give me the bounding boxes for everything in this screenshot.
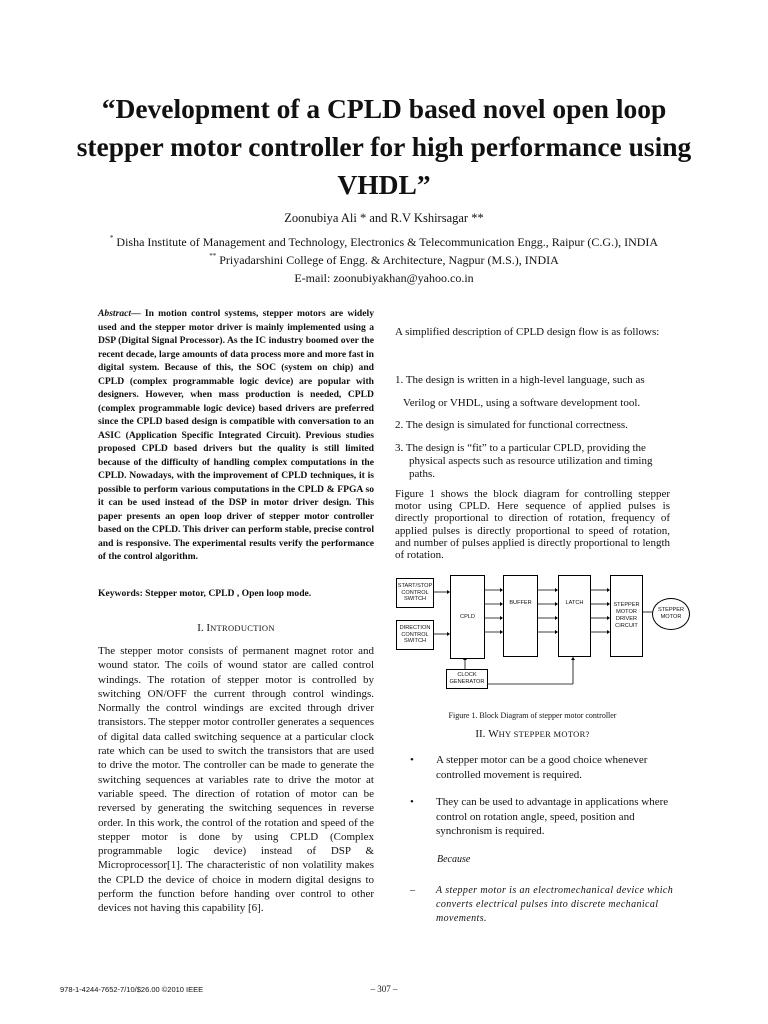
affiliation-text: Disha Institute of Management and Technology, Electronics & Telecommunication Engg., Raipur (C.G.), INDIA bbox=[116, 235, 659, 249]
dash-marker: – bbox=[410, 885, 416, 896]
section-heading-introduction bbox=[98, 622, 374, 634]
affiliation-2 bbox=[0, 253, 768, 268]
affiliation-1 bbox=[0, 235, 768, 250]
abstract-label: Abstract bbox=[98, 308, 132, 319]
copyright-footer: 978-1-4244-7652-7/10/$26.00 ©2010 IEEE bbox=[60, 985, 204, 994]
section-heading-why-stepper bbox=[395, 728, 670, 740]
design-flow-intro: A simplified description of CPLD design flow is as follows: bbox=[395, 326, 660, 338]
buffer-block: BUFFER bbox=[503, 575, 538, 657]
email: E-mail: zoonubiyakhan@yahoo.co.in bbox=[294, 271, 474, 285]
section-title-first: W bbox=[488, 728, 499, 740]
cpld-block: CPLD bbox=[450, 575, 485, 659]
section-number: I. bbox=[197, 622, 204, 634]
diagram-connectors bbox=[395, 572, 690, 692]
driver-circuit-block: STEPPER MOTOR DRIVER CIRCUIT bbox=[610, 575, 643, 657]
list-item-1b: Verilog or VHDL, using a software development tool. bbox=[403, 397, 641, 409]
bullet-text: A stepper motor can be a good choice whenever controlled movement is required. bbox=[436, 754, 648, 781]
because-label: Because bbox=[437, 854, 471, 865]
bullet-item bbox=[410, 795, 675, 841]
section-number: II. bbox=[475, 728, 486, 740]
section-title-rest: HY STEPPER MOTOR? bbox=[498, 729, 590, 739]
affiliation-mark: ** bbox=[209, 252, 217, 260]
bullet-marker: • bbox=[410, 796, 414, 808]
section-title-rest: NTRODUCTION bbox=[210, 623, 275, 633]
abstract-text: In motion control systems, stepper motors are widely used and the stepper motor driver is mainly implemented using a DSP (Digital Signal Processor). As the IC industry boomed over the recent decade, large amounts of data process more and more fast in digital system. Because of this, the SOC (system on chip) and CPLD (complex programmable logic device) are popular with designers. However, when mass production is needed, CPLD (complex programmable logic device) based drivers are preferred since the CPLD based design is compatible with conversation to an ASIC (Application Specific Integrated Circuit). Previous studies proposed CPLD based drivers but the quality is still limited because of the difficulty of handling complex computations in the CPLD. Nowadays, with the improvement of CPLD techniques, it is possible to perform various computations in the CPLD & FPGA so it can be used instead of the DSP in motor driver design. This paper presents an open loop driver of stepper motor controller based on the CPLD. This driver can perform stable, precise control and is responsive. The experimental results verify the performance of the control algorithm. bbox=[98, 308, 374, 562]
abstract bbox=[98, 307, 374, 564]
figure-description: Figure 1 shows the block diagram for controlling stepper motor using CPLD. Here sequence of applied pulses is directly proportional to direction of rotation, frequency of applied pulses is directly proportional to speed of rotation, and number of pulses applied is directly proportional to length of rotation. bbox=[395, 488, 670, 562]
keywords: Keywords: Stepper motor, CPLD , Open loop mode. bbox=[98, 588, 312, 599]
block-diagram bbox=[395, 572, 690, 692]
paper-title: “Development of a CPLD based novel open loop stepper motor controller for high performance using VHDL” bbox=[76, 93, 692, 200]
list-item-2: 2. The design is simulated for functional correctness. bbox=[395, 419, 628, 431]
start-stop-switch-block: START/STOP CONTROL SWITCH bbox=[396, 578, 434, 608]
authors: Zoonubiya Ali * and R.V Kshirsagar ** bbox=[284, 211, 484, 225]
bullet-text: They can be used to advantage in applications where control on rotation angle, speed, position and synchronism is required. bbox=[436, 796, 669, 837]
direction-switch-block: DIRECTION CONTROL SWITCH bbox=[396, 620, 434, 650]
abstract-dash: — bbox=[131, 308, 145, 319]
affiliation-text: Priyadarshini College of Engg. & Architecture, Nagpur (M.S.), INDIA bbox=[219, 253, 559, 267]
list-item-1a: 1. The design is written in a high-level language, such as bbox=[395, 374, 645, 386]
section-title-first: I bbox=[206, 622, 211, 634]
affiliation-mark: * bbox=[109, 234, 114, 242]
bullet-marker: • bbox=[410, 754, 414, 766]
latch-block: LATCH bbox=[558, 575, 591, 657]
clock-generator-block: CLOCK GENERATOR bbox=[446, 669, 488, 689]
list-item-3b: physical aspects such as resource utilization and timing paths. bbox=[409, 455, 653, 480]
introduction-text: The stepper motor consists of permanent magnet rotor and wound stator. The coils of wound stator are called control windings. The rotation of stepper motor is controlled by switching ON/OFF the current through control windings. Normally the control windings are excited through driver transistors. The stepper motor controller generates a sequences of digital data called switching sequence at a particular clock rate which can be used to switch the transistors that are used to drive the motor. The controller can be made to generate the switching sequences at variables rate to drive the motor at variable speed. The direction of rotation of motor can be reversed by generating the switching sequences in reverse order. In this work, the control of the rotation and speed of the stepper motor is done by using CPLD (Complex programmable logic device) instead of DSP & Microprocessor[1]. The characteristic of non volatility makes the CPLD the device of choice in modern digital designs to perform the function before handing over control to other devices not having this capability [6]. bbox=[98, 645, 374, 915]
page-number: – 307 – bbox=[370, 984, 398, 994]
dash-text: A stepper motor is an electromechanical device which converts electrical pulses into discrete mechanical movements. bbox=[436, 885, 674, 925]
stepper-motor-block: STEPPER MOTOR bbox=[652, 598, 690, 630]
bullet-item bbox=[410, 753, 675, 785]
dash-item bbox=[410, 884, 675, 928]
list-item-3a: 3. The design is “fit” to a particular CPLD, providing the bbox=[395, 442, 646, 454]
figure-caption: Figure 1. Block Diagram of stepper motor controller bbox=[448, 711, 617, 720]
